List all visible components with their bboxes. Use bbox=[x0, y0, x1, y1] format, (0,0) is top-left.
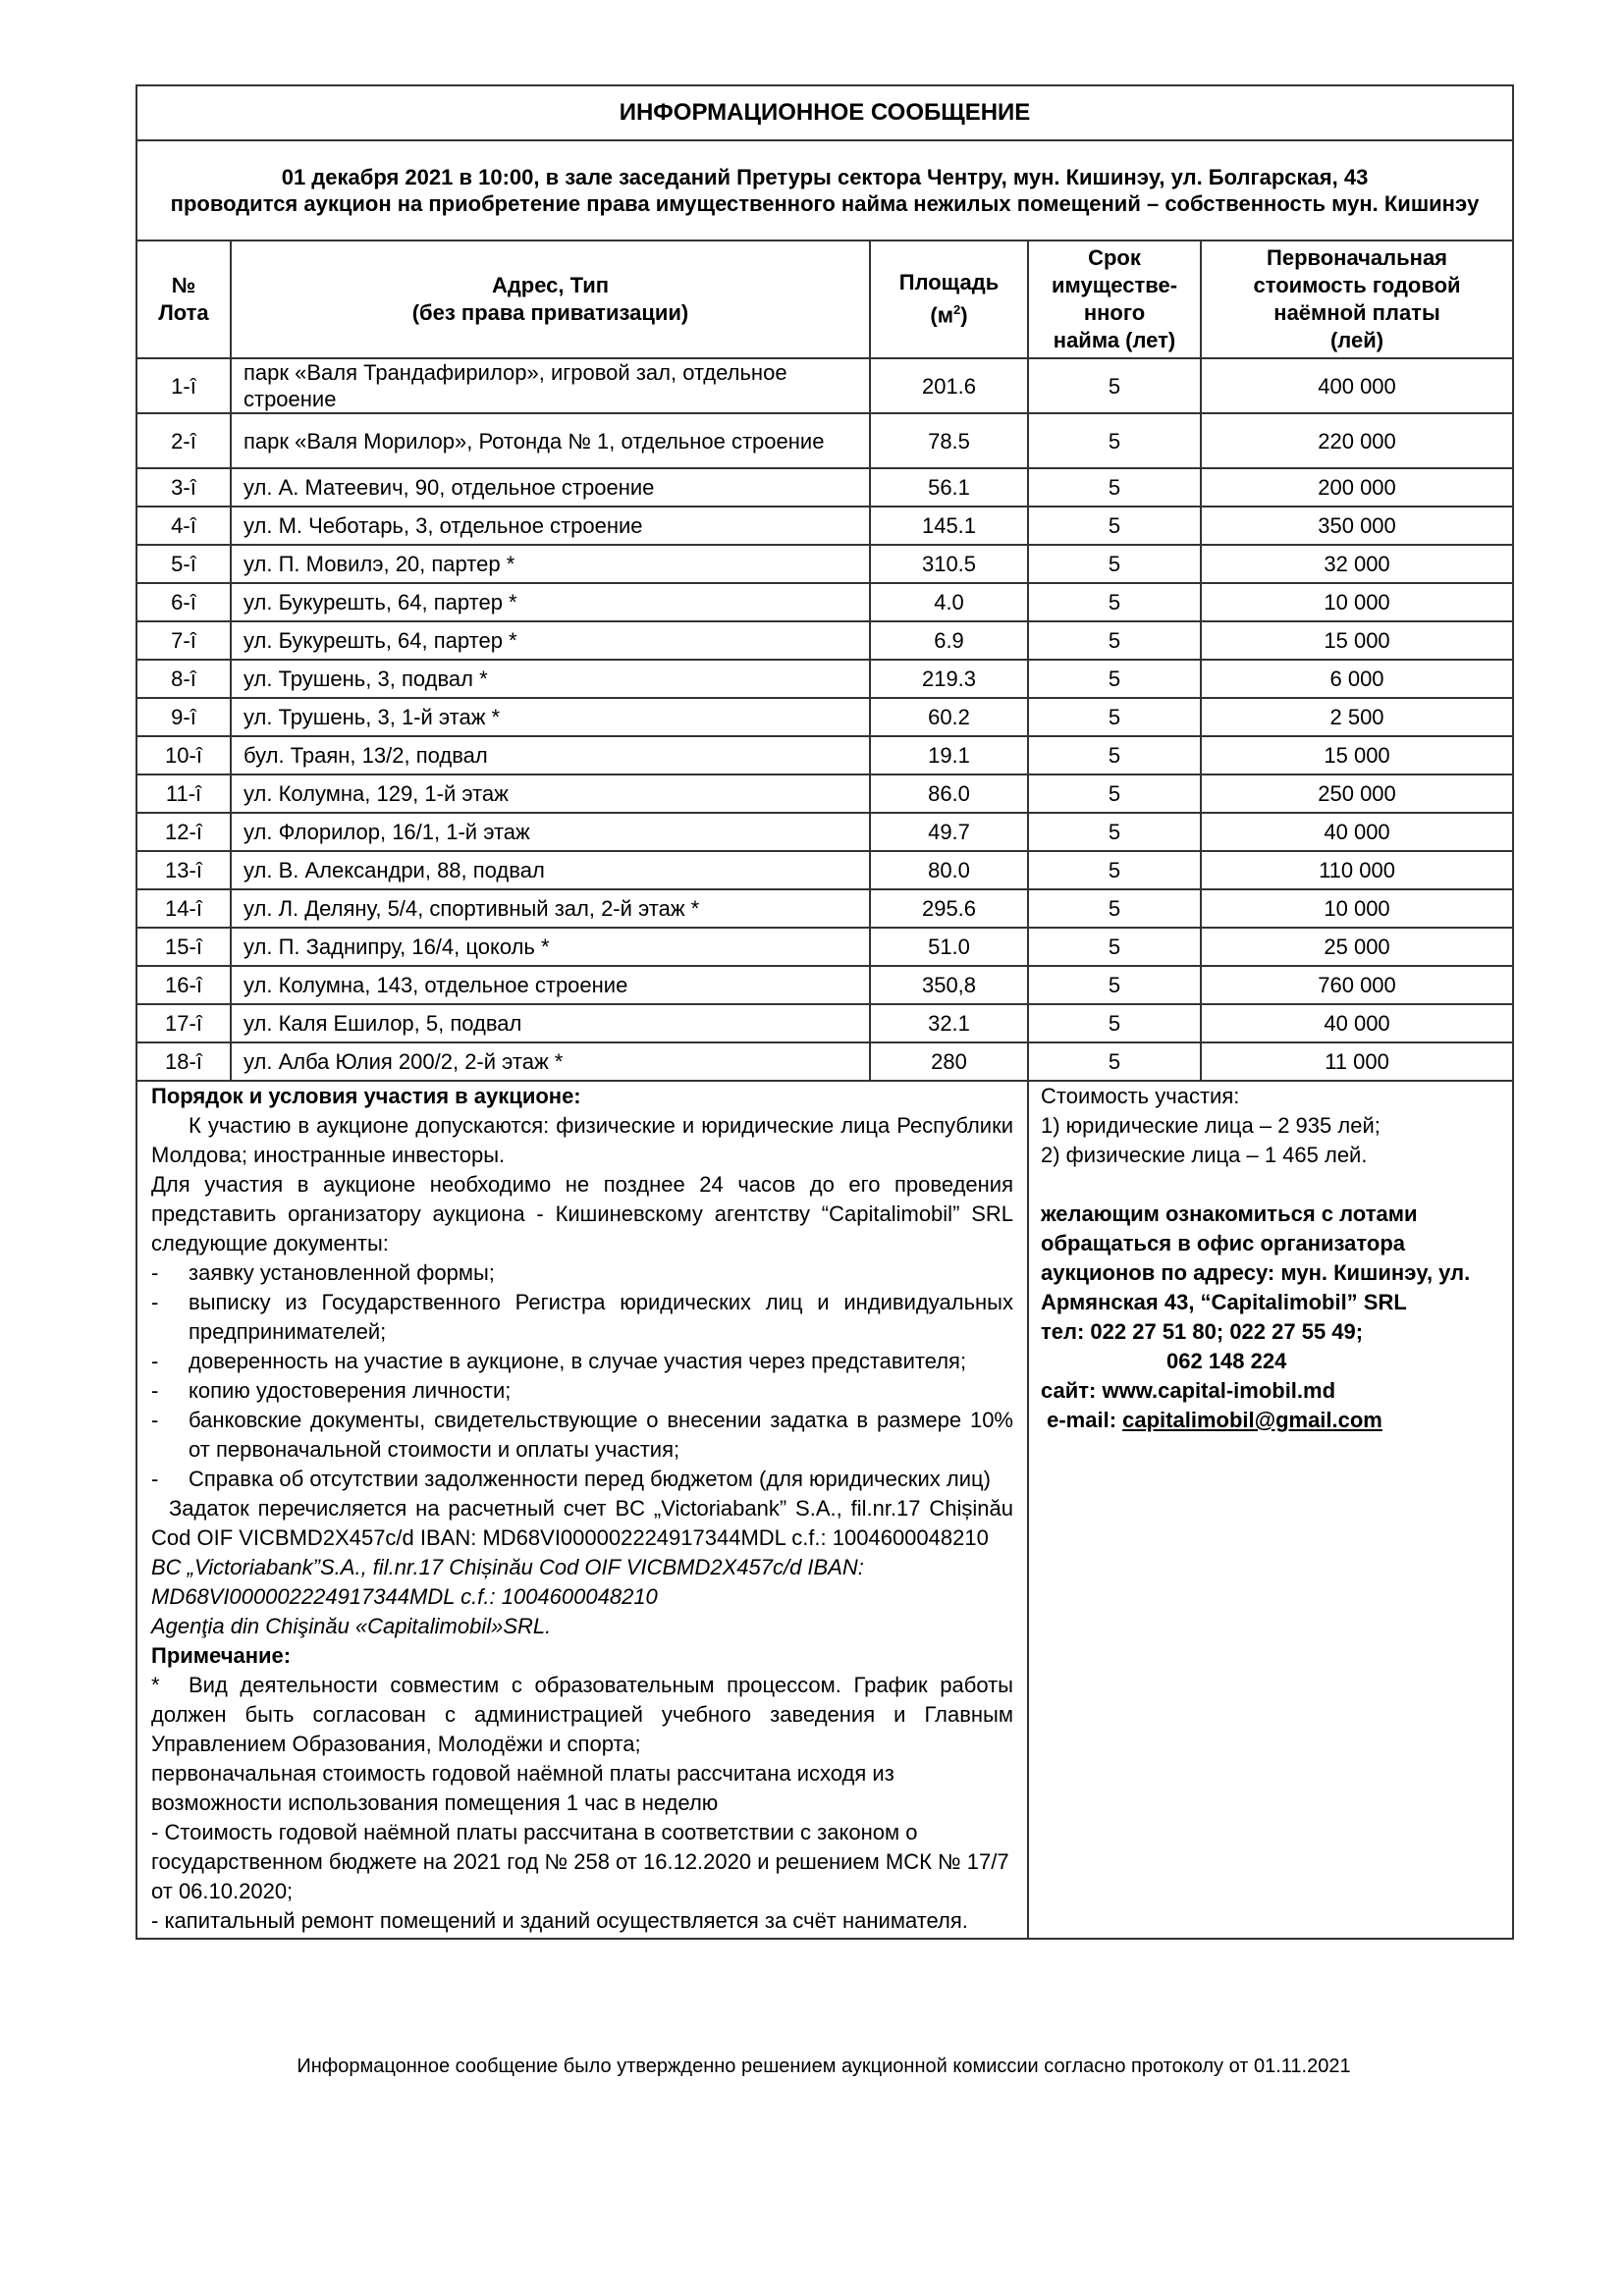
price-cell: 32 000 bbox=[1201, 545, 1513, 583]
address-cell: ул. Трушень, 3, подвал * bbox=[231, 660, 870, 698]
area-cell: 19.1 bbox=[870, 736, 1028, 774]
document-list-item bbox=[151, 1288, 1013, 1347]
area-cell: 32.1 bbox=[870, 1004, 1028, 1042]
lot-number-cell: 5-î bbox=[136, 545, 231, 583]
note-4: - капитальный ремонт помещений и зданий осуществляется за счёт нанимателя. bbox=[151, 1908, 968, 1933]
lot-number-cell: 18-î bbox=[136, 1042, 231, 1081]
address-cell: ул. В. Александри, 88, подвал bbox=[231, 851, 870, 889]
lot-number-cell: 1-î bbox=[136, 358, 231, 413]
bank-details: BC „Victoriabank”S.A., fil.nr.17 Chișinău Cod OIF VICBMD2X457c/d IBAN: MD68VI000002224917344MDL c.f.: 1004600048210 bbox=[151, 1555, 864, 1609]
lot-number-cell: 7-î bbox=[136, 621, 231, 660]
price-cell: 15 000 bbox=[1201, 621, 1513, 660]
address-cell: ул. П. Заднипру, 16/4, цоколь * bbox=[231, 928, 870, 966]
lot-number-cell: 2-î bbox=[136, 413, 231, 468]
lot-number-cell: 12-î bbox=[136, 813, 231, 851]
price-cell: 350 000 bbox=[1201, 507, 1513, 545]
admission-text: К участию в аукционе допускаются: физические и юридические лица Республики Молдова; иностранные инвесторы. bbox=[151, 1113, 1013, 1167]
participation-conditions bbox=[136, 1081, 1028, 1939]
price-cell: 40 000 bbox=[1201, 1004, 1513, 1042]
price-cell: 2 500 bbox=[1201, 698, 1513, 736]
address-cell: ул. Трушень, 3, 1-й этаж * bbox=[231, 698, 870, 736]
lot-number-cell: 16-î bbox=[136, 966, 231, 1004]
auction-announcement bbox=[136, 140, 1513, 240]
price-cell: 10 000 bbox=[1201, 583, 1513, 621]
area-cell: 6.9 bbox=[870, 621, 1028, 660]
address-cell: ул. Колумна, 143, отдельное строение bbox=[231, 966, 870, 1004]
area-cell: 4.0 bbox=[870, 583, 1028, 621]
area-cell: 280 bbox=[870, 1042, 1028, 1081]
area-cell: 310.5 bbox=[870, 545, 1028, 583]
table-row bbox=[136, 736, 1513, 774]
table-row bbox=[136, 507, 1513, 545]
note-heading: Примечание: bbox=[151, 1643, 292, 1668]
address-cell: ул. П. Мовилэ, 20, партер * bbox=[231, 545, 870, 583]
bullet-dash: - bbox=[151, 1408, 159, 1432]
area-cell: 80.0 bbox=[870, 851, 1028, 889]
document-title: ИНФОРМАЦИОННОЕ СООБЩЕНИЕ bbox=[136, 85, 1513, 140]
participation-cost-heading: Стоимость участия: bbox=[1041, 1084, 1240, 1108]
table-row bbox=[136, 851, 1513, 889]
term-cell: 5 bbox=[1028, 358, 1201, 413]
term-cell: 5 bbox=[1028, 928, 1201, 966]
documents-intro: Для участия в аукционе необходимо не позднее 24 часов до его проведения представить организатору аукциона - Кишиневскому агентству “Capitalimobil” SRL следующие документы: bbox=[151, 1172, 1013, 1255]
lot-number-cell: 17-î bbox=[136, 1004, 231, 1042]
area-cell: 145.1 bbox=[870, 507, 1028, 545]
price-cell: 15 000 bbox=[1201, 736, 1513, 774]
bullet-dash: - bbox=[151, 1290, 159, 1314]
lot-number-cell: 13-î bbox=[136, 851, 231, 889]
note-2: первоначальная стоимость годовой наёмной платы рассчитана исходя из возможности использования помещения 1 час в неделю bbox=[151, 1761, 894, 1815]
website-line: сайт: www.capital-imobil.md bbox=[1041, 1378, 1336, 1403]
note-1: * Вид деятельности совместим с образовательным процессом. График работы должен быть согласован с администрацией учебного заведения и Главным Управлением Образования, Молодёжи и спорта; bbox=[151, 1673, 1013, 1756]
area-cell: 350,8 bbox=[870, 966, 1028, 1004]
price-cell: 400 000 bbox=[1201, 358, 1513, 413]
term-cell: 5 bbox=[1028, 507, 1201, 545]
lot-number-cell: 10-î bbox=[136, 736, 231, 774]
term-cell: 5 bbox=[1028, 468, 1201, 507]
column-header-term: Срок имуществе- нного найма (лет) bbox=[1028, 240, 1201, 358]
note-3: - Стоимость годовой наёмной платы рассчитана в соответствии с законом о государственном бюджете на 2021 год № 258 от 16.12.2020 и решением МСК № 17/7 от 06.10.2020; bbox=[151, 1820, 1009, 1903]
lot-number-cell: 11-î bbox=[136, 774, 231, 813]
document-item-text: Справка об отсутствии задолженности перед бюджетом (для юридических лиц) bbox=[189, 1467, 991, 1491]
term-cell: 5 bbox=[1028, 545, 1201, 583]
term-cell: 5 bbox=[1028, 813, 1201, 851]
document-list-item bbox=[151, 1465, 1013, 1494]
email-link[interactable]: capitalimobil@gmail.com bbox=[1122, 1408, 1382, 1432]
area-cell: 201.6 bbox=[870, 358, 1028, 413]
area-cell: 49.7 bbox=[870, 813, 1028, 851]
document-item-text: доверенность на участие в аукционе, в случае участия через представителя; bbox=[189, 1349, 967, 1373]
price-cell: 220 000 bbox=[1201, 413, 1513, 468]
table-row bbox=[136, 545, 1513, 583]
table-row bbox=[136, 774, 1513, 813]
price-cell: 11 000 bbox=[1201, 1042, 1513, 1081]
price-cell: 110 000 bbox=[1201, 851, 1513, 889]
term-cell: 5 bbox=[1028, 736, 1201, 774]
area-cell: 56.1 bbox=[870, 468, 1028, 507]
term-cell: 5 bbox=[1028, 698, 1201, 736]
address-cell: ул. Алба Юлия 200/2, 2-й этаж * bbox=[231, 1042, 870, 1081]
price-cell: 10 000 bbox=[1201, 889, 1513, 928]
price-cell: 6 000 bbox=[1201, 660, 1513, 698]
column-header-address: Адрес, Тип (без права приватизации) bbox=[231, 240, 870, 358]
address-cell: парк «Валя Трандафирилор», игровой зал, отдельное строение bbox=[231, 358, 870, 413]
price-cell: 40 000 bbox=[1201, 813, 1513, 851]
address-cell: парк «Валя Морилор», Ротонда № 1, отдельное строение bbox=[231, 413, 870, 468]
cost-individuals: 2) физические лица – 1 465 лей. bbox=[1041, 1143, 1368, 1167]
address-cell: ул. М. Чеботарь, 3, отдельное строение bbox=[231, 507, 870, 545]
column-header-lot-number: № Лота bbox=[136, 240, 231, 358]
lot-number-cell: 3-î bbox=[136, 468, 231, 507]
area-cell: 60.2 bbox=[870, 698, 1028, 736]
address-cell: ул. Колумна, 129, 1-й этаж bbox=[231, 774, 870, 813]
required-documents-list bbox=[151, 1258, 1013, 1494]
auction-table bbox=[135, 84, 1514, 1940]
term-cell: 5 bbox=[1028, 774, 1201, 813]
table-row bbox=[136, 889, 1513, 928]
table-row bbox=[136, 1042, 1513, 1081]
table-row bbox=[136, 966, 1513, 1004]
term-cell: 5 bbox=[1028, 583, 1201, 621]
table-row bbox=[136, 660, 1513, 698]
term-cell: 5 bbox=[1028, 413, 1201, 468]
term-cell: 5 bbox=[1028, 660, 1201, 698]
term-cell: 5 bbox=[1028, 889, 1201, 928]
bullet-dash: - bbox=[151, 1260, 159, 1285]
announcement-line-1: 01 декабря 2021 в 10:00, в зале заседаний Претуры сектора Чентру, мун. Кишинэу, ул. Болгарская, 43 bbox=[281, 165, 1369, 189]
address-cell: ул. Букурешть, 64, партер * bbox=[231, 583, 870, 621]
term-cell: 5 bbox=[1028, 851, 1201, 889]
deposit-text: Задаток перечисляется на расчетный счет BC „Victoriabank” S.A., fil.nr.17 Chișinău Cod OIF VICBMD2X457c/d IBAN: MD68VI000002224917344MDL c.f.: 1004600048210 bbox=[151, 1496, 1013, 1550]
agency-name: Agenţia din Chişinău «Capitalimobil»SRL. bbox=[151, 1614, 552, 1638]
document-page bbox=[135, 84, 1512, 1940]
table-row bbox=[136, 928, 1513, 966]
column-header-initial-price: Первоначальная стоимость годовой наёмной платы (лей) bbox=[1201, 240, 1513, 358]
lot-number-cell: 8-î bbox=[136, 660, 231, 698]
term-cell: 5 bbox=[1028, 1042, 1201, 1081]
address-cell: ул. Л. Деляну, 5/4, спортивный зал, 2-й этаж * bbox=[231, 889, 870, 928]
website-link[interactable]: www.capital-imobil.md bbox=[1102, 1378, 1336, 1403]
term-cell: 5 bbox=[1028, 966, 1201, 1004]
area-cell: 51.0 bbox=[870, 928, 1028, 966]
document-item-text: выписку из Государственного Регистра юридических лиц и индивидуальных предпринимателей; bbox=[189, 1290, 1013, 1344]
lot-number-cell: 6-î bbox=[136, 583, 231, 621]
lot-number-cell: 14-î bbox=[136, 889, 231, 928]
document-list-item bbox=[151, 1347, 1013, 1376]
bullet-dash: - bbox=[151, 1378, 159, 1403]
term-cell: 5 bbox=[1028, 1004, 1201, 1042]
price-cell: 200 000 bbox=[1201, 468, 1513, 507]
table-header-row bbox=[136, 240, 1513, 358]
area-cell: 295.6 bbox=[870, 889, 1028, 928]
table-row bbox=[136, 413, 1513, 468]
document-item-text: заявку установленной формы; bbox=[189, 1260, 495, 1285]
table-row bbox=[136, 358, 1513, 413]
price-cell: 25 000 bbox=[1201, 928, 1513, 966]
table-row bbox=[136, 813, 1513, 851]
document-item-text: копию удостоверения личности; bbox=[189, 1378, 512, 1403]
table-row bbox=[136, 468, 1513, 507]
document-list-item bbox=[151, 1406, 1013, 1465]
table-row bbox=[136, 698, 1513, 736]
price-cell: 760 000 bbox=[1201, 966, 1513, 1004]
area-cell: 86.0 bbox=[870, 774, 1028, 813]
address-cell: ул. А. Матеевич, 90, отдельное строение bbox=[231, 468, 870, 507]
address-cell: ул. Каля Ешилор, 5, подвал bbox=[231, 1004, 870, 1042]
document-list-item bbox=[151, 1258, 1013, 1288]
conditions-heading: Порядок и условия участия в аукционе: bbox=[151, 1084, 581, 1108]
approval-footer: Информацонное сообщение было утвержденно решением аукционной комиссии согласно протоколу от 01.11.2021 bbox=[297, 2056, 1351, 2077]
mobile-number: 062 148 224 bbox=[1166, 1349, 1287, 1373]
contact-info: желающим ознакомиться с лотами обращаться в офис организатора аукционов по адресу: мун. Кишинэу, ул. Армянская 43, “Capitalimobil” SRL bbox=[1041, 1201, 1471, 1314]
table-row bbox=[136, 621, 1513, 660]
term-cell: 5 bbox=[1028, 621, 1201, 660]
bullet-dash: - bbox=[151, 1349, 159, 1373]
document-list-item bbox=[151, 1376, 1013, 1406]
table-row bbox=[136, 1004, 1513, 1042]
cost-legal-entities: 1) юридические лица – 2 935 лей; bbox=[1041, 1113, 1380, 1138]
email-line: e-mail: capitalimobil@gmail.com bbox=[1041, 1408, 1382, 1432]
announcement-line-2: проводится аукцион на приобретение права имущественного найма нежилых помещений – собственность мун. Кишинэу bbox=[170, 191, 1480, 216]
document-item-text: банковские документы, свидетельствующие о внесении задатка в размере 10% от первоначальной стоимости и оплаты участия; bbox=[189, 1408, 1013, 1462]
lot-number-cell: 15-î bbox=[136, 928, 231, 966]
address-cell: ул. Букурешть, 64, партер * bbox=[231, 621, 870, 660]
area-cell: 219.3 bbox=[870, 660, 1028, 698]
lot-number-cell: 9-î bbox=[136, 698, 231, 736]
lot-number-cell: 4-î bbox=[136, 507, 231, 545]
price-cell: 250 000 bbox=[1201, 774, 1513, 813]
table-row bbox=[136, 583, 1513, 621]
address-cell: ул. Флорилор, 16/1, 1-й этаж bbox=[231, 813, 870, 851]
area-cell: 78.5 bbox=[870, 413, 1028, 468]
address-cell: бул. Траян, 13/2, подвал bbox=[231, 736, 870, 774]
participation-cost-box bbox=[1028, 1081, 1513, 1939]
column-header-area: Площадь $(м^2)$ bbox=[870, 240, 1028, 358]
bullet-dash: - bbox=[151, 1467, 159, 1491]
phone-numbers: тел: 022 27 51 80; 022 27 55 49; bbox=[1041, 1319, 1364, 1344]
